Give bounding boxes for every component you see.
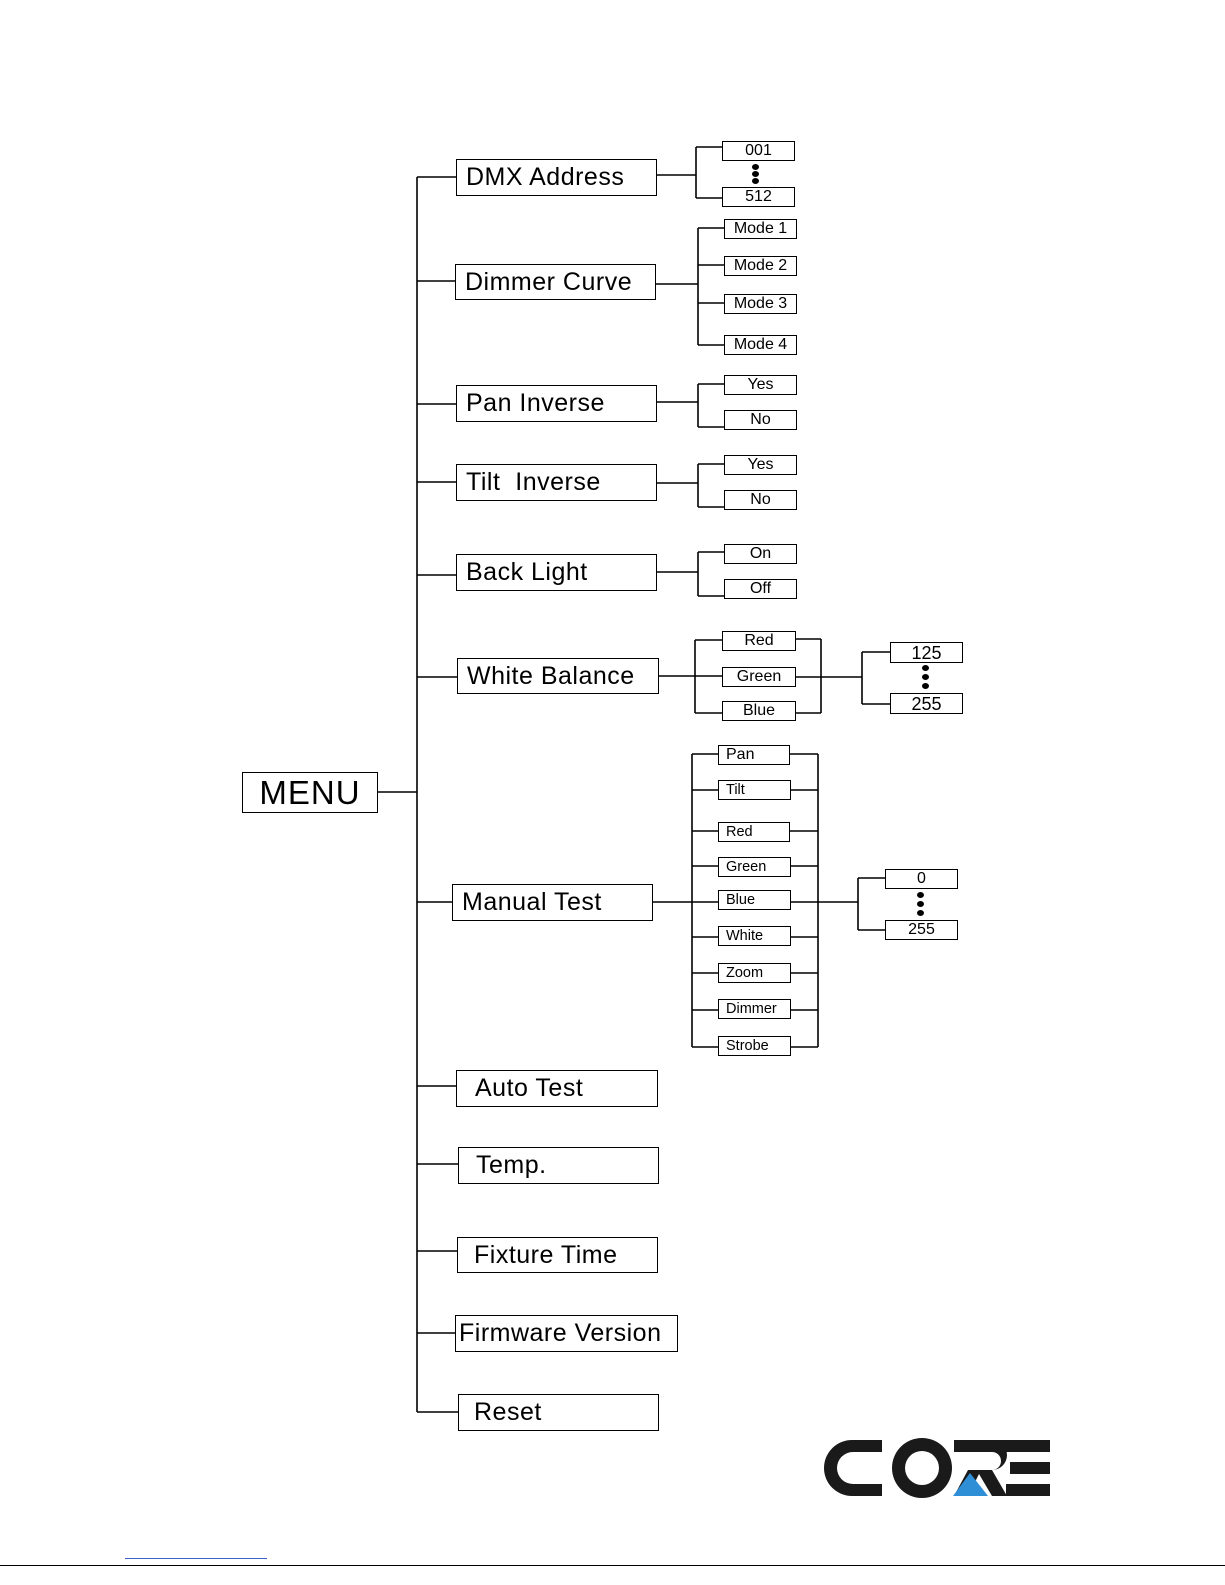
white-balance-range-dot: [922, 665, 929, 671]
dimmer-curve-mode-4[interactable]: Mode 4: [724, 335, 797, 355]
white-balance-range-dot: [922, 674, 929, 680]
back-light-off[interactable]: Off: [724, 579, 797, 599]
back-light-on[interactable]: On: [724, 544, 797, 564]
white-balance-range-dot: [922, 683, 929, 689]
manual-test-dimmer[interactable]: Dimmer: [718, 999, 791, 1019]
tilt-inverse-no[interactable]: No: [724, 490, 797, 510]
menu-item-auto-test[interactable]: Auto Test: [456, 1070, 658, 1107]
dimmer-curve-mode-1[interactable]: Mode 1: [724, 219, 797, 239]
manual-test-white[interactable]: White: [718, 926, 791, 946]
logo-letter-e-bottom: [1006, 1484, 1050, 1496]
menu-item-reset[interactable]: Reset: [458, 1394, 659, 1431]
footer-link-underline: [125, 1558, 267, 1559]
manual-test-green[interactable]: Green: [718, 857, 791, 877]
menu-item-dimmer-curve[interactable]: Dimmer Curve: [455, 264, 656, 300]
dmx-address-min-box[interactable]: 001: [722, 141, 795, 161]
menu-item-manual-test[interactable]: Manual Test: [452, 884, 653, 921]
core-logo: [822, 1436, 1052, 1500]
menu-item-back-light[interactable]: Back Light: [456, 554, 657, 591]
manual-test-range-dot: [917, 892, 924, 898]
manual-test-range-dot: [917, 910, 924, 916]
dimmer-curve-mode-3[interactable]: Mode 3: [724, 294, 797, 314]
dmx-address-max-box[interactable]: 512: [722, 187, 795, 207]
manual-test-red[interactable]: Red: [718, 822, 790, 842]
logo-letter-c: [824, 1440, 882, 1496]
manual-test-range-dot: [917, 901, 924, 907]
logo-letter-e-top: [992, 1440, 1050, 1452]
manual-test-value-max[interactable]: 255: [885, 920, 958, 940]
white-balance-value-max[interactable]: 255: [890, 693, 963, 714]
dmx-range-dot: [752, 171, 759, 177]
white-balance-red[interactable]: Red: [722, 631, 796, 651]
menu-item-white-balance[interactable]: White Balance: [457, 658, 659, 694]
menu-item-temp[interactable]: Temp.: [458, 1147, 659, 1184]
footer-rule: [0, 1565, 1225, 1566]
tilt-inverse-yes[interactable]: Yes: [724, 455, 797, 475]
manual-test-strobe[interactable]: Strobe: [718, 1036, 791, 1056]
pan-inverse-yes[interactable]: Yes: [724, 375, 797, 395]
logo-letter-o: [892, 1438, 952, 1498]
manual-test-value-min[interactable]: 0: [885, 869, 958, 889]
menu-item-tilt-inverse[interactable]: Tilt Inverse: [456, 464, 657, 501]
dmx-range-dot: [752, 178, 759, 184]
menu-item-pan-inverse[interactable]: Pan Inverse: [456, 385, 657, 422]
pan-inverse-no[interactable]: No: [724, 410, 797, 430]
white-balance-value-min[interactable]: 125: [890, 642, 963, 663]
manual-test-blue[interactable]: Blue: [718, 890, 791, 910]
menu-root-box[interactable]: MENU: [242, 772, 378, 813]
dmx-range-dot: [752, 164, 759, 170]
dimmer-curve-mode-2[interactable]: Mode 2: [724, 256, 797, 276]
menu-item-dmx-address[interactable]: DMX Address: [456, 159, 657, 196]
manual-test-zoom[interactable]: Zoom: [718, 963, 791, 983]
manual-test-tilt[interactable]: Tilt: [718, 780, 791, 800]
manual-test-pan[interactable]: Pan: [718, 745, 790, 765]
white-balance-green[interactable]: Green: [722, 667, 796, 687]
white-balance-blue[interactable]: Blue: [722, 701, 796, 721]
menu-item-fixture-time[interactable]: Fixture Time: [457, 1237, 658, 1273]
menu-item-firmware-version[interactable]: Firmware Version: [455, 1315, 678, 1352]
logo-letter-e-mid: [1010, 1462, 1050, 1474]
